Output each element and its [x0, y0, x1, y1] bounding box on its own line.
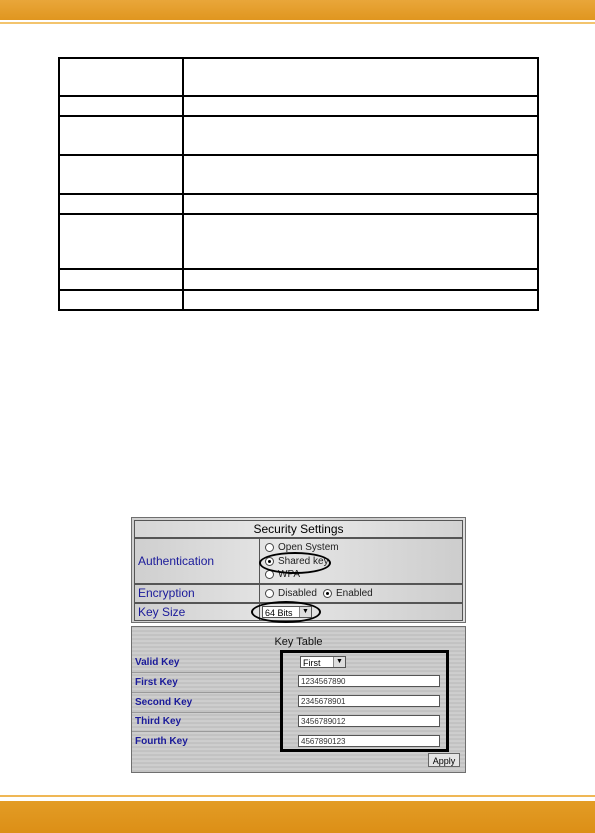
- radio-icon: [265, 543, 274, 552]
- key-table-title: Key Table: [274, 636, 323, 648]
- key-size-label: Key Size: [138, 605, 186, 619]
- table-cell: [183, 96, 538, 116]
- table-cell: [183, 116, 538, 155]
- third-key-input[interactable]: 3456789012: [298, 715, 440, 727]
- first-key-input[interactable]: 1234567890: [298, 675, 440, 687]
- highlight-ellipse: [251, 601, 321, 623]
- encryption-row: [134, 584, 463, 603]
- third-key-label: Third Key: [135, 716, 182, 727]
- table-cell: [59, 116, 183, 155]
- apply-button[interactable]: Apply: [428, 753, 460, 767]
- fourth-key-label: Fourth Key: [135, 736, 188, 747]
- encryption-label: Encryption: [138, 586, 195, 600]
- security-settings-panel: [131, 517, 466, 623]
- page-header-band: [0, 0, 595, 20]
- radio-icon: [265, 589, 274, 598]
- table-cell: [183, 214, 538, 269]
- security-settings-title: Security Settings: [134, 520, 463, 538]
- table-cell: [183, 58, 538, 96]
- auth-option-shared-key[interactable]: Shared key: [265, 556, 329, 567]
- highlight-ellipse: [259, 552, 331, 574]
- authentication-label: Authentication: [138, 554, 215, 568]
- highlight-rectangle: [280, 650, 449, 752]
- key-size-select[interactable]: 64 Bits ▼: [262, 606, 312, 618]
- auth-option-wpa[interactable]: WPA: [265, 569, 300, 580]
- encryption-enabled-option[interactable]: Enabled: [323, 588, 373, 599]
- table-cell: [59, 155, 183, 194]
- table-cell: [59, 58, 183, 96]
- table-cell: [183, 290, 538, 310]
- auth-option-open-system[interactable]: Open System: [265, 542, 339, 553]
- fourth-key-input[interactable]: 4567890123: [298, 735, 440, 747]
- key-size-row: [134, 603, 463, 621]
- document-table: [58, 57, 539, 311]
- chevron-down-icon: ▼: [333, 657, 345, 667]
- table-cell: [59, 194, 183, 214]
- first-key-label: First Key: [135, 677, 178, 688]
- table-cell: [59, 290, 183, 310]
- table-cell: [59, 214, 183, 269]
- encryption-disabled-option[interactable]: Disabled: [265, 588, 317, 599]
- table-cell: [183, 269, 538, 290]
- table-cell: [183, 194, 538, 214]
- chevron-down-icon: ▼: [299, 607, 311, 617]
- second-key-label: Second Key: [135, 697, 193, 708]
- second-key-input[interactable]: 2345678901: [298, 695, 440, 707]
- authentication-row: [134, 538, 463, 584]
- table-cell: [59, 269, 183, 290]
- radio-selected-icon: [323, 589, 332, 598]
- table-cell: [183, 155, 538, 194]
- table-cell: [59, 96, 183, 116]
- valid-key-label: Valid Key: [135, 657, 180, 668]
- valid-key-select[interactable]: First ▼: [300, 656, 346, 668]
- page-footer-band: [0, 801, 595, 833]
